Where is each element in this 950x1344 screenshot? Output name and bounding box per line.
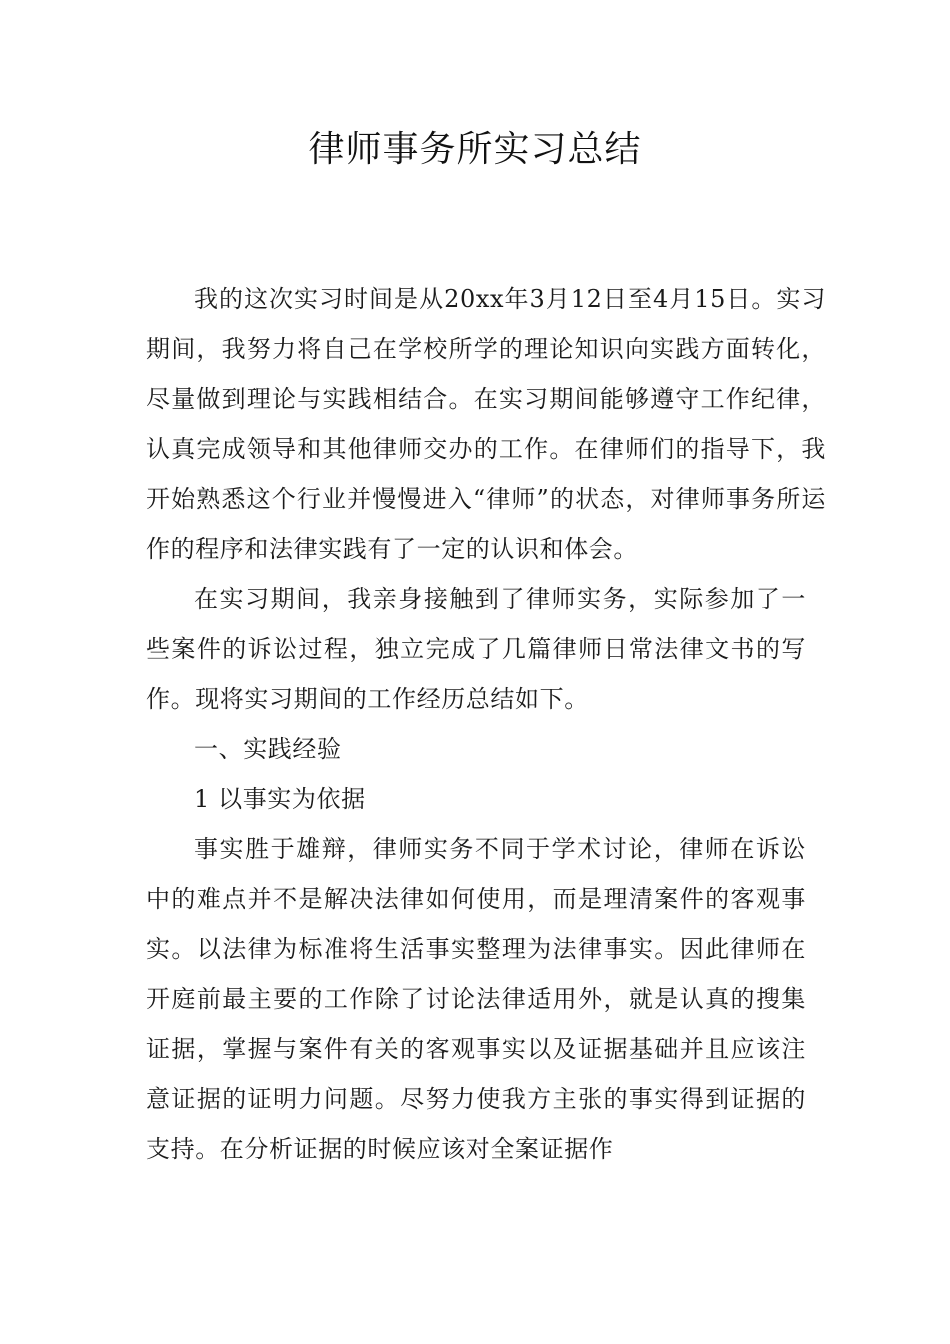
paragraph-experience: 在实习期间，我亲身接触到了律师实务，实际参加了一些案件的诉讼过程，独立完成了几篇律师日常法律文书的写作。现将实习期间的工作经历总结如下。 [146, 585, 806, 713]
document-title: 律师事务所实习总结 [308, 129, 642, 170]
section-heading: 一、实践经验 [194, 735, 342, 763]
document-body [146, 274, 826, 1174]
paragraph-facts: 事实胜于雄辩，律师实务不同于学术讨论，律师在诉讼中的难点并不是解决法律如何使用，而是理清案件的客观事实。以法律为标准将生活事实整理为法律事实。因此律师在开庭前最主要的工作除了讨论法律适用外，就是认真的搜集证据，掌握与案件有关的客观事实以及证据基础并且应该注意证据的证明力问题。尽努力使我方主张的事实得到证据的支持。在分析证据的时候应该对全案证据作 [146, 835, 806, 1163]
subsection-heading: 1 以事实为依据 [194, 785, 366, 813]
paragraph-intro: 我的这次实习时间是从20xx年3月12日至4月15日。实习期间，我努力将自己在学校所学的理论知识向实践方面转化，尽量做到理论与实践相结合。在实习期间能够遵守工作纪律，认真完成领导和其他律师交办的工作。在律师们的指导下，我开始熟悉这个行业并慢慢进入“律师”的状态，对律师事务所运作的程序和法律实践有了一定的认识和体会。 [146, 285, 826, 563]
